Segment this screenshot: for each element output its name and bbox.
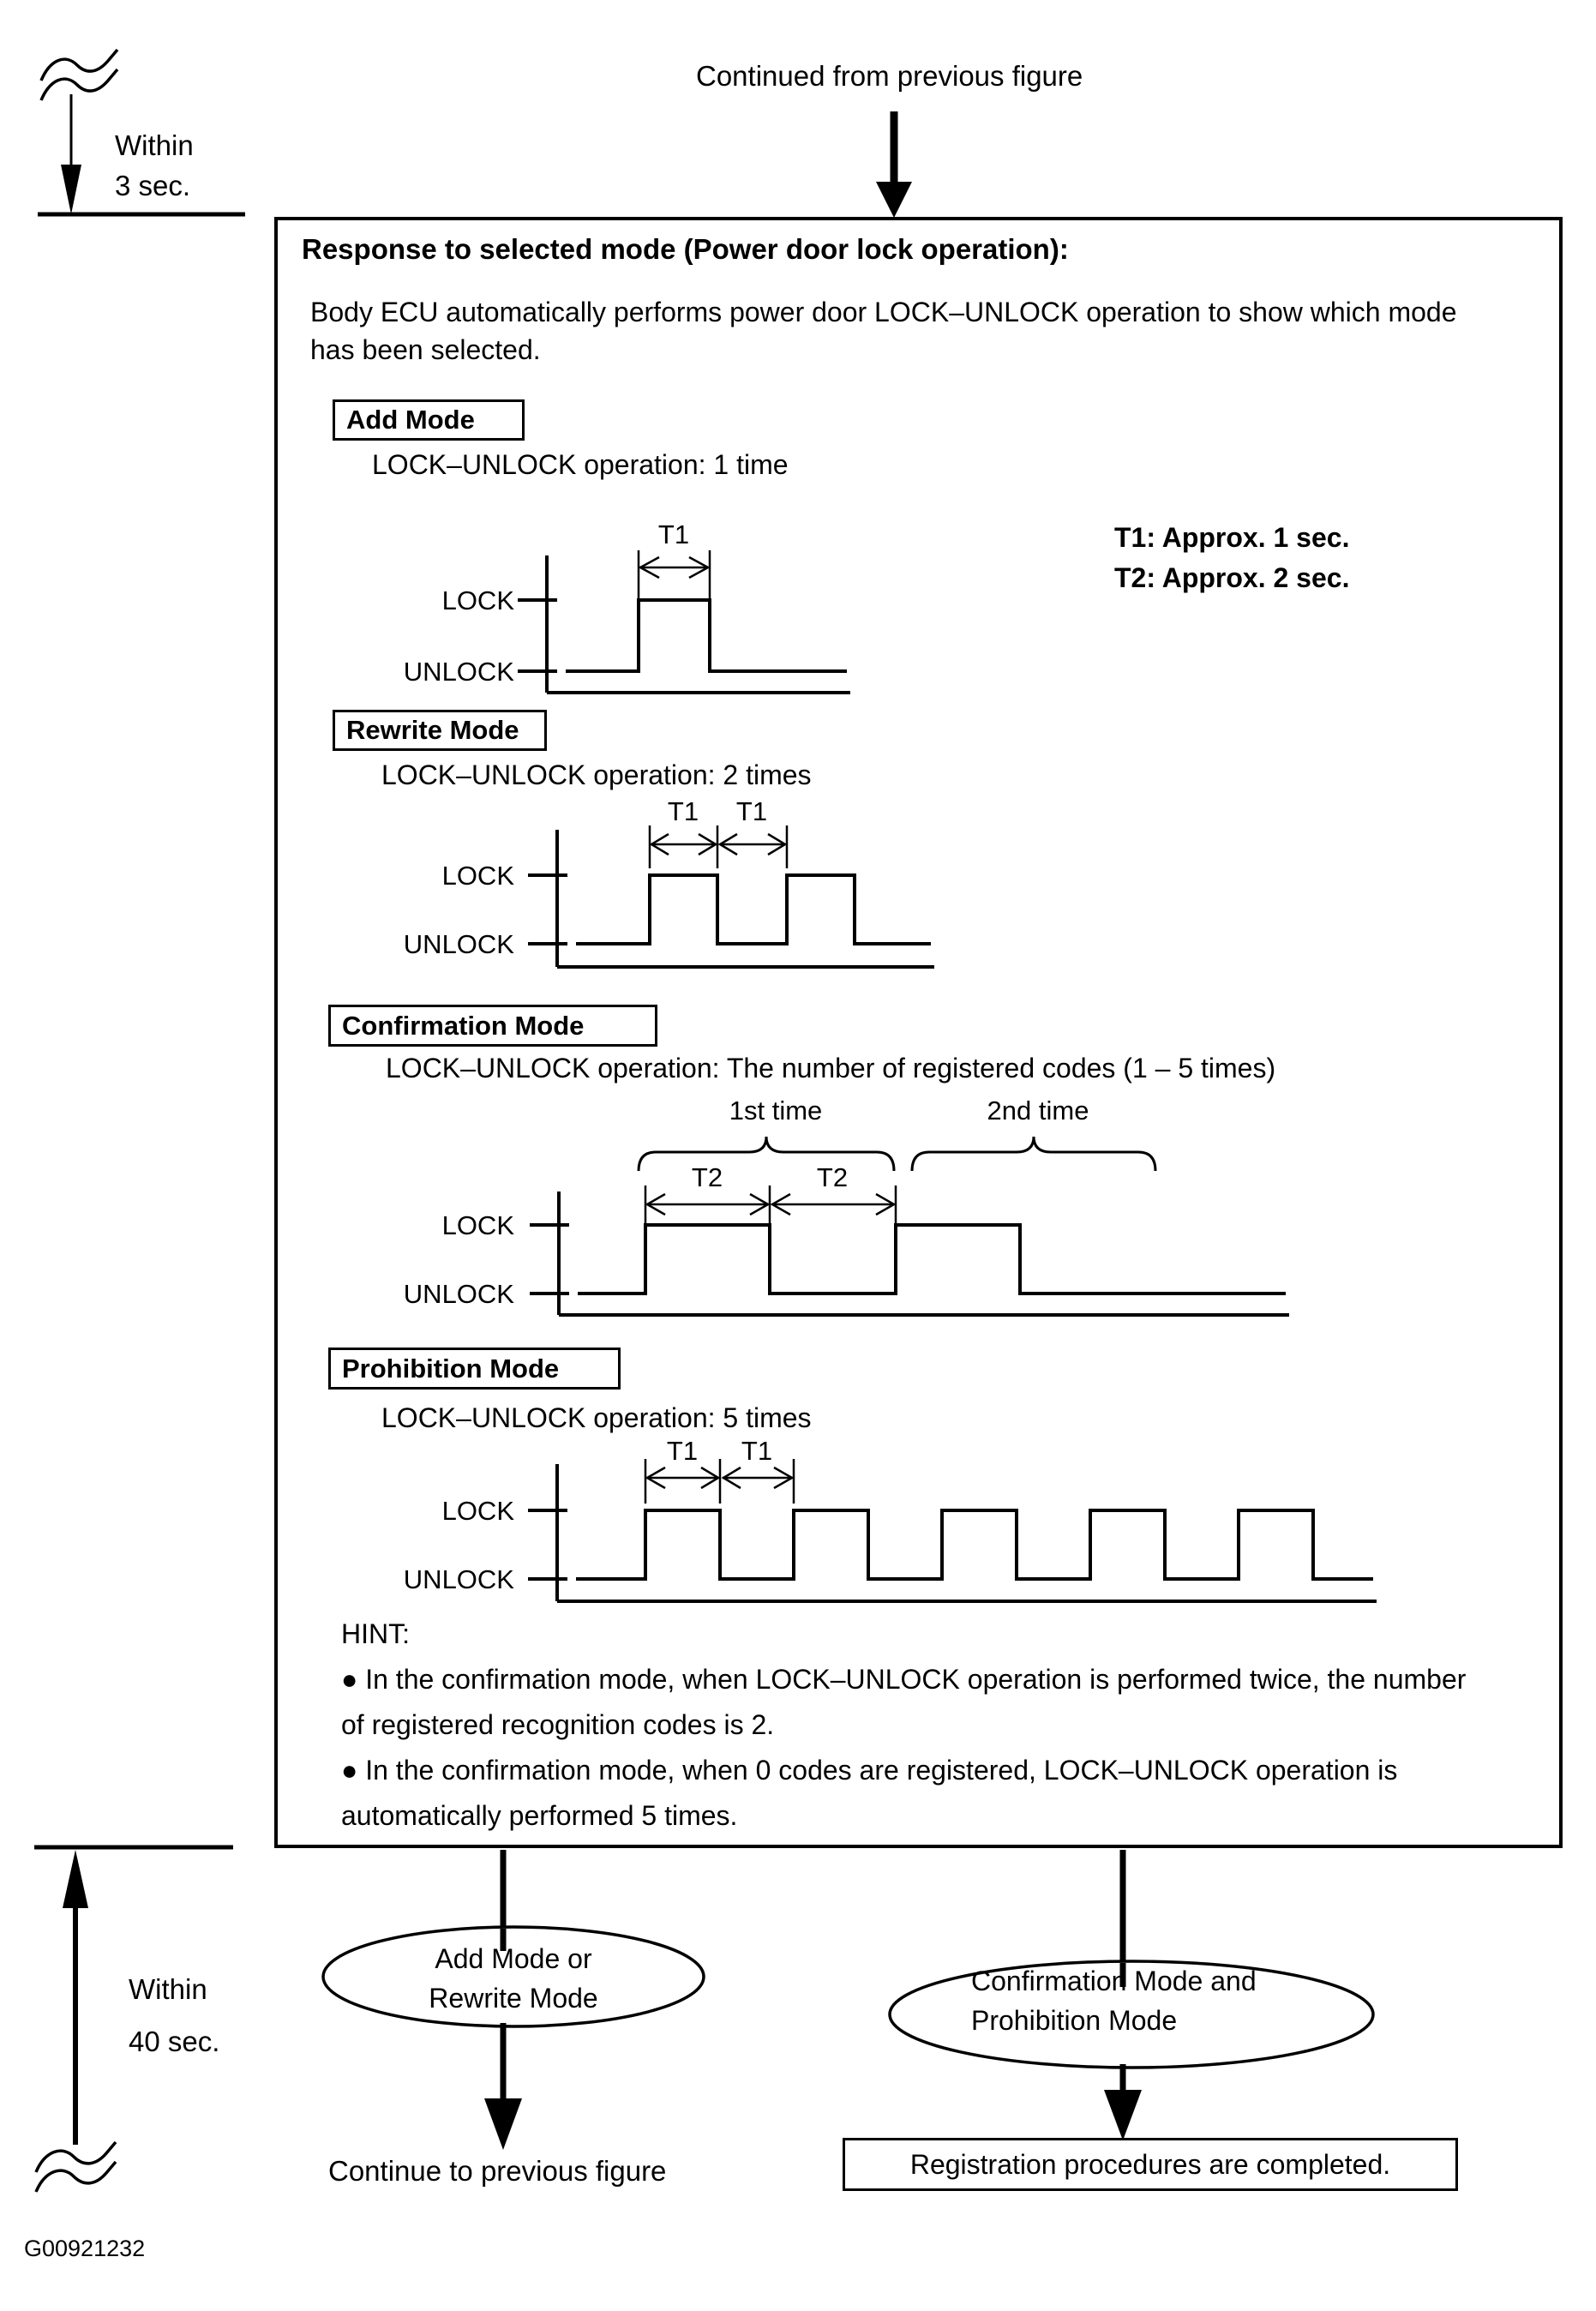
- branch-label-confirm-prohibit-line2: Prohibition Mode: [971, 2005, 1178, 2036]
- timing-legend: [1114, 518, 1349, 598]
- continue-arrow: [484, 2023, 522, 2150]
- within-3sec-line1: Within: [115, 129, 194, 161]
- unlock-label-prohibition: UNLOCK: [403, 1564, 514, 1594]
- within-40sec-line1: Within: [129, 1973, 207, 2005]
- t1-label-prohibition-2: T1: [741, 1436, 773, 1466]
- within-40sec-line2: 40 sec.: [129, 2026, 220, 2057]
- t1-label-prohibition-1: T1: [666, 1436, 699, 1466]
- interval-label-2nd: 2nd time: [987, 1095, 1089, 1125]
- lock-label-rewrite: LOCK: [441, 861, 514, 891]
- continued-from-label: Continued from previous figure: [696, 60, 1083, 92]
- hint-item: [341, 1748, 1481, 1839]
- t2-legend: T2: Approx. 2 sec.: [1114, 562, 1350, 593]
- continue-label: Continue to previous figure: [328, 2155, 667, 2187]
- figure-code: G00921232: [24, 2236, 146, 2261]
- registration-completed-box: [843, 2138, 1458, 2191]
- t1-label-add: T1: [657, 519, 690, 549]
- t2-label-confirmation-2: T2: [816, 1162, 849, 1192]
- mode-label-add-text: Add Mode: [346, 405, 475, 435]
- bullet-icon: ●: [341, 1664, 358, 1695]
- mode-label-confirmation-text: Confirmation Mode: [342, 1011, 585, 1041]
- unlock-label-rewrite: UNLOCK: [403, 929, 514, 959]
- registration-completed-text: Registration procedures are completed.: [909, 2149, 1391, 2180]
- hint-item-text: In the confirmation mode, when 0 codes are registered, LOCK–UNLOCK operation is automatically performed 5 times.: [341, 1755, 1398, 1831]
- branch-label-confirm-prohibit: [971, 1961, 1331, 2040]
- t1-label-rewrite-2: T1: [735, 796, 768, 826]
- interval-label-1st: 1st time: [729, 1095, 823, 1125]
- unlock-label-confirmation: UNLOCK: [403, 1279, 514, 1309]
- mode-label-confirmation: [328, 1005, 657, 1047]
- lock-label-prohibition: LOCK: [441, 1496, 514, 1526]
- operation-rewrite: LOCK–UNLOCK operation: 2 times: [381, 759, 812, 790]
- t1-label-rewrite-1: T1: [667, 796, 699, 826]
- response-box-title: Response to selected mode (Power door lock operation):: [302, 233, 1069, 265]
- mode-label-rewrite: [333, 710, 547, 751]
- mode-label-prohibition: [328, 1348, 621, 1390]
- within-3sec-line2: 3 sec.: [115, 170, 191, 201]
- within-40sec-label: [129, 1963, 219, 2068]
- operation-prohibition: LOCK–UNLOCK operation: 5 times: [381, 1402, 812, 1433]
- branch-label-add-rewrite: [333, 1939, 693, 2018]
- branch-label-confirm-prohibit-line1: Confirmation Mode and: [971, 1966, 1257, 1996]
- lock-label-add: LOCK: [441, 585, 514, 615]
- lock-label-confirmation: LOCK: [441, 1210, 514, 1240]
- page-break-icon-top: [41, 50, 117, 100]
- t2-label-confirmation-1: T2: [691, 1162, 723, 1192]
- operation-add: LOCK–UNLOCK operation: 1 time: [372, 449, 789, 480]
- unlock-label-add: UNLOCK: [403, 657, 514, 687]
- within-3sec-label: [115, 125, 194, 206]
- bullet-icon: ●: [341, 1755, 358, 1786]
- completed-arrow: [1104, 2064, 1142, 2140]
- mode-label-rewrite-text: Rewrite Mode: [346, 715, 519, 745]
- hint-item-text: In the confirmation mode, when LOCK–UNLOCK operation is performed twice, the number of registered recognition codes is 2.: [341, 1664, 1467, 1740]
- hint-block: [341, 1612, 1481, 1839]
- t1-legend: T1: Approx. 1 sec.: [1114, 522, 1350, 553]
- branch-label-add-rewrite-line1: Add Mode or: [435, 1943, 592, 1974]
- page-break-icon-bottom: [36, 2142, 116, 2192]
- hint-heading: HINT:: [341, 1618, 410, 1649]
- response-box-intro: Body ECU automatically performs power door LOCK–UNLOCK operation to show which mode has been selected.: [310, 297, 1457, 365]
- entry-arrow: [876, 111, 912, 218]
- branch-label-add-rewrite-line2: Rewrite Mode: [429, 1983, 598, 2014]
- mode-label-add: [333, 399, 525, 441]
- hint-item: [341, 1657, 1481, 1748]
- operation-confirmation: LOCK–UNLOCK operation: The number of registered codes (1 – 5 times): [386, 1053, 1276, 1083]
- mode-label-prohibition-text: Prohibition Mode: [342, 1354, 560, 1384]
